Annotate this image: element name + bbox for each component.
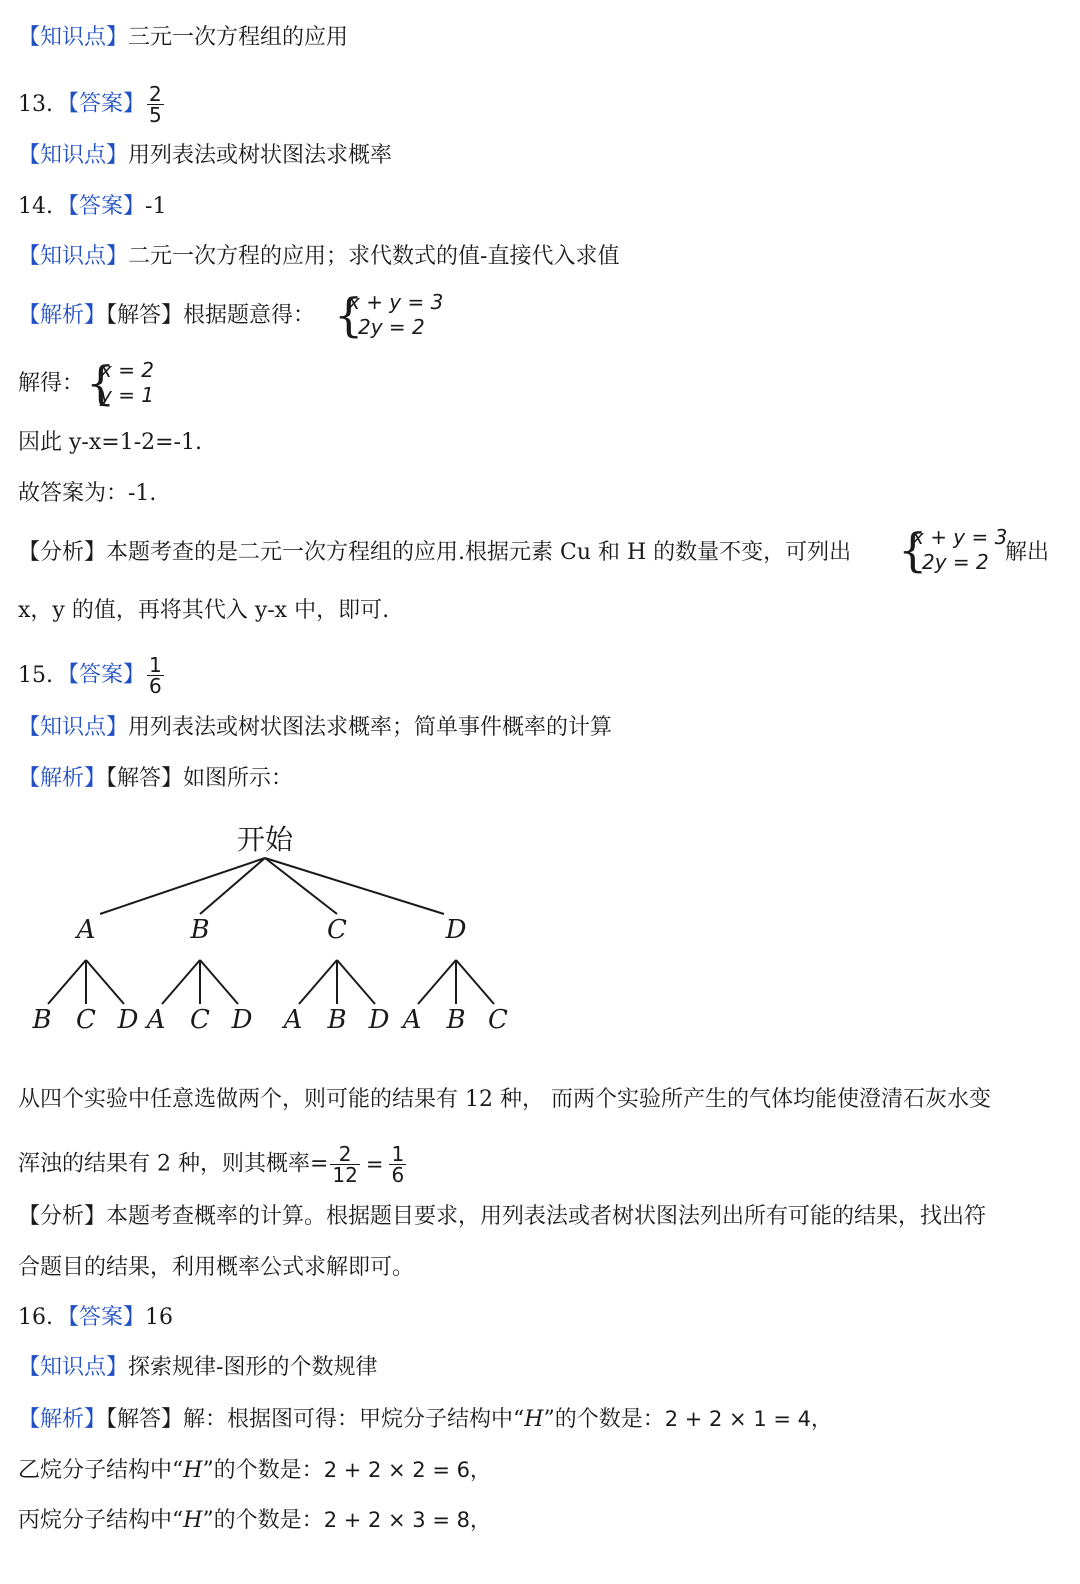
tree-node-label: A (76, 915, 96, 945)
fenxi-continuation: 合题目的结果，利用概率公式求解即可。 (18, 1255, 415, 1280)
equation: x + y = 3 (912, 525, 1008, 549)
q13-answer-line (18, 84, 166, 125)
knowledge-tag: 【知识点】 (18, 25, 129, 50)
equation: 2y = 2 (922, 550, 989, 574)
q16-knowledge-line (18, 1354, 377, 1382)
denominator: 12 (332, 1163, 358, 1187)
tree-branch (337, 960, 375, 1004)
tree-node-label: C (327, 915, 347, 945)
count-text: ”的个数是： (202, 1458, 324, 1483)
h-symbol: H (524, 1407, 544, 1432)
tree-branch (162, 960, 200, 1004)
q14-knowledge-line (18, 243, 619, 271)
tree-branch (200, 960, 238, 1004)
answer-tag: 【答案】 (57, 194, 146, 219)
answer-tag: 【答案】 (57, 662, 146, 688)
equation-system-3: { x + y = 3 2y = 2 (898, 523, 1008, 577)
probability-paragraph-1: 从四个实验中任意选做两个，则可能的结果有 12 种， 而两个实验所产生的气体均能使澄清石灰水变 (18, 1087, 991, 1112)
probability-fraction-1 (330, 1144, 359, 1185)
fenxi-text-tail: 解出 (1005, 540, 1050, 565)
fenxi-continuation: x，y 的值，再将其代入 y-x 中，即可. (18, 598, 390, 623)
jiexi-tag: 【解析】 (18, 303, 107, 328)
propane-line (18, 1506, 491, 1535)
equals-sign: = (365, 1151, 384, 1176)
numerator: 1 (149, 653, 162, 677)
question-number: 16. (18, 1305, 53, 1330)
tree-node-label: D (445, 915, 467, 945)
knowledge-text: 二元一次方程的应用；求代数式的值-直接代入求值 (128, 244, 620, 269)
tree-leaf-label: B (32, 1005, 52, 1035)
question-number: 14. (18, 194, 53, 219)
equation-system-1: { x + y = 3 2y = 2 (334, 288, 444, 342)
denominator: 6 (391, 1163, 405, 1187)
denominator: 6 (149, 674, 162, 698)
tree-branch (86, 960, 124, 1004)
equation: x = 2 (100, 358, 155, 382)
knowledge-text: 探索规律-图形的个数规律 (128, 1355, 378, 1380)
tree-branch (456, 960, 494, 1004)
answer-tag: 【答案】 (57, 91, 146, 117)
denominator: 5 (149, 103, 162, 127)
tree-branch (48, 960, 86, 1004)
tree-leaf-label: D (231, 1005, 253, 1035)
q14-fenxi-line (18, 539, 851, 567)
q15-answer-line (18, 655, 166, 696)
fenxi-tag: 【分析】 (18, 1204, 107, 1229)
ethane-formula: 2 + 2 × 2 = 6， (323, 1458, 491, 1482)
tree-leaf-label: D (368, 1005, 390, 1035)
tree-branch (265, 858, 444, 914)
answer-tag: 【答案】 (57, 1305, 146, 1330)
tree-leaf-label: B (327, 1005, 347, 1035)
q16-jiexi-line (18, 1405, 832, 1434)
propane-text: 丙烷分子结构中“ (18, 1508, 184, 1533)
count-text: ”的个数是： (543, 1407, 665, 1432)
equation: x + y = 3 (348, 290, 444, 314)
tree-branch (418, 960, 456, 1004)
answer-fraction (147, 655, 164, 696)
q15-knowledge-line (18, 714, 612, 742)
fenxi-tag: 【分析】 (18, 540, 107, 565)
fenxi-text: 本题考查概率的计算。根据题目要求，用列表法或者树状图法列出所有可能的结果，找出符 (106, 1204, 987, 1229)
tree-branch (299, 960, 337, 1004)
intro-text: 如图所示： (183, 766, 294, 791)
methane-text: 解：根据图可得：甲烷分子结构中“ (183, 1407, 525, 1432)
q14-jiexi-line (18, 302, 315, 330)
tree-leaf-label: C (76, 1005, 96, 1035)
tree-leaf-label: C (190, 1005, 210, 1035)
knowledge-tag: 【知识点】 (18, 1355, 129, 1380)
answer-value: 16 (145, 1305, 174, 1330)
methane-formula: 2 + 2 × 1 = 4， (664, 1407, 833, 1431)
tree-leaf-label: B (446, 1005, 466, 1035)
q14-answer-line (18, 193, 166, 221)
tree-branch (100, 858, 265, 914)
tree-branch (200, 858, 265, 914)
knowledge-tag: 【知识点】 (18, 715, 129, 740)
answer-value: -1 (145, 194, 167, 219)
jiexi-tag: 【解析】 (18, 766, 107, 791)
jieda-tag: 【解答】 (106, 1407, 184, 1432)
intro-text: 根据题意得： (183, 303, 316, 328)
fenxi-text: 本题考查的是二元一次方程组的应用.根据元素 Cu 和 H 的数量不变，可列出 (106, 540, 852, 565)
tree-leaf-label: D (117, 1005, 139, 1035)
q16-answer-line (18, 1304, 173, 1332)
knowledge-line-12 (18, 24, 348, 52)
equation: 2y = 2 (358, 315, 425, 339)
jieda-tag: 【解答】 (106, 766, 184, 791)
equation: y = 1 (100, 383, 155, 407)
equation-system-2: { x = 2 y = 1 (86, 356, 155, 410)
answer-statement-line: 故答案为：-1. (18, 481, 157, 506)
tree-leaf-label: A (402, 1005, 422, 1035)
answer-fraction (147, 84, 164, 125)
tree-leaf-label: A (283, 1005, 303, 1035)
count-text: ”的个数是： (202, 1508, 324, 1533)
tree-leaf-label: A (146, 1005, 166, 1035)
propane-formula: 2 + 2 × 3 = 8， (323, 1508, 491, 1532)
tree-diagram (0, 810, 560, 1060)
question-number: 15. (18, 662, 53, 688)
q13-knowledge-line (18, 142, 392, 170)
probability-paragraph-2 (18, 1144, 408, 1185)
h-symbol: H (183, 1458, 203, 1483)
tree-leaf-label: C (488, 1005, 508, 1035)
probability-text: 浑浊的结果有 2 种，则其概率= (18, 1151, 329, 1177)
jiexi-tag: 【解析】 (18, 1407, 107, 1432)
tree-root-label: 开始 (236, 823, 294, 856)
probability-fraction-2 (389, 1144, 406, 1185)
h-symbol: H (183, 1508, 203, 1533)
therefore-line: 因此 y-x=1-2=-1. (18, 430, 202, 455)
ethane-line (18, 1456, 491, 1485)
numerator: 2 (330, 1144, 359, 1165)
knowledge-text: 用列表法或树状图法求概率；简单事件概率的计算 (128, 715, 613, 740)
solve-label: 解得： (18, 371, 85, 396)
tree-node-label: B (190, 915, 210, 945)
knowledge-text: 用列表法或树状图法求概率 (128, 143, 393, 168)
question-number: 13. (18, 91, 53, 117)
q15-jiexi-line (18, 765, 293, 793)
ethane-text: 乙烷分子结构中“ (18, 1458, 184, 1483)
q15-fenxi-line (18, 1203, 986, 1231)
knowledge-tag: 【知识点】 (18, 244, 129, 269)
knowledge-tag: 【知识点】 (18, 143, 129, 168)
tree-branch (265, 858, 337, 914)
jieda-tag: 【解答】 (106, 303, 184, 328)
numerator: 1 (391, 1142, 405, 1166)
numerator: 2 (149, 82, 162, 106)
knowledge-text: 三元一次方程组的应用 (128, 25, 349, 50)
